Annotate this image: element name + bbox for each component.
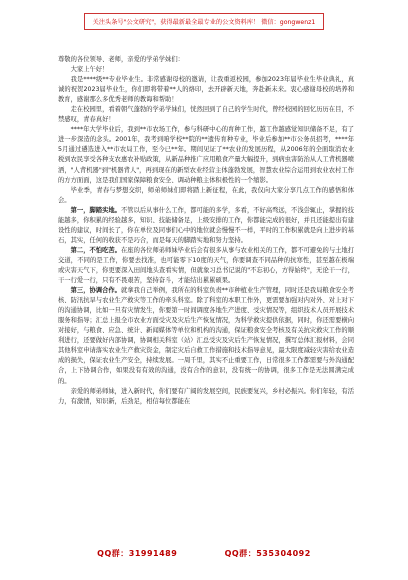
paragraph-3: ****年大学毕业后，我到**市农场工作，参与科研中心的育种工作，越工作越感觉知识储备不足，有了进一步深造的念头。2001年，我考到咱学校**院的**遗传育种专业，毕业后参加**市公务员招考，****年5月通过遴选进入**市农局工作，至今已**年。期间见证了**农业的发展历程，从2006年的全面取消农业税到农民享受各种支农惠农补贴政策，从新品种推广应用粮食产量大幅提升，到病虫害防治从人工背机器喷洒，"人背机器"到"机器背人"，再到现在的新型农业经营主体蓬勃发展，智慧农业综合运用到农业农村工作的方方面面，这是我们国家保障粮食安全、调动种粮主体积极性的一个缩影。 <box>58 126 354 184</box>
section-2 <box>58 246 354 286</box>
paragraph-1: 我是****级**专业毕业生。非常感谢母校的邀请，让我重返校园，参加2023年届毕业生毕业典礼，真诚的祝贺2023届毕业生，你们即将带着**人的烙印，去开辟新天地，奔赴新未来。衷心感谢母校的培养和教育，感谢那么多优秀老师的教诲和帮助！ <box>58 76 354 104</box>
section-2-text: 在座的各位师弟师妹毕业后会有很多从事与农业相关的工作，都不可避免的与土地打交道，不同的是工作，你要去找准，也可能零下10度的天气，你要调查不同品种的抗寒性，甚至越在极端或灾害天气下，你更要深入田间地头查看实情，但就象习总书记说的"不忘初心，方得始终"，无论干一行，干一行爱一行，只有不畏艰苦，坚持奋斗，才能结出累累硕果。 <box>58 246 355 285</box>
section-1-title: 第一，脚踏实地。 <box>70 206 121 214</box>
top-banner <box>0 0 408 42</box>
banner-text: 关注头条号"公文研究"，获得最新最全最专业的公文资料库！ 微信：gongwenz1 <box>84 13 325 30</box>
footer-qq-1: QQ群：31991489 <box>97 549 178 558</box>
section-3-text: 就拿我自己举例，我所在的科室负责**市种植业生产管理，同时还是我局粮食安全考核、防汛抗旱与农业生产救灾等工作的牵头科室。除了科室的本职工作外，更需要加强对内对外、对上对下的沟通协调，比如一旦有灾情发生，你要第一时间调度各地生产进度、受灾情况等，组织技术人员开展技术服务和指导；汇总上报全市农业方面受灾及灾后生产恢复情况，为科学救灾提供依据，同时，你还需要横向对接好，与粮食、应急、统计、新闻媒体等单位和机构的沟通，保证粮食安全考核及有关抗灾救灾工作的顺利进行，还要做好内部协调，协调相关科室（站）汇总受灾及灾后生产恢复情况，撰写总体汇报材料，会同其他科室申请落实农业生产救灾资金，制定灾后自救工作措施和技术指导意见，最大限度减轻灾害给农业造成的损失，保证农业生产安全，持续发展。一周千里，其实不止重要工作，日常很多工作都需要与外沟通配合，上下协调合作，如果没有有效的沟通，没有合作的意识，没有统一的协调，很多工作是无法圆满完成的。 <box>58 287 355 385</box>
salutation: 大家上午好！ <box>70 66 109 74</box>
section-2-title: 第二，不怕吃苦。 <box>70 246 121 254</box>
footer-qq-2: QQ群：535304092 <box>224 549 311 558</box>
section-3-title: 第三，协调合作。 <box>70 287 121 295</box>
section-3 <box>58 286 354 386</box>
closing-paragraph: 亲爱的师弟师妹，进入新时代，你们要有广阔的发展空间，民族要复兴，乡村必振兴。你们年轻，有活力，有激情，知识新，后劲足，相信每位都能在 <box>58 387 354 405</box>
section-1-text: 不管以后从事什么工作，都可能的多学，多看，不好高骛远，不浅尝辄止，掌握的技能越多，你积累的经验越多，知识、技能储备足，上级安排的工作，你都能完成的很好，并且还能提出有建设性的建议，时间长了，你在单位及同事们心中的地位就会慢慢不一样，平时的工作积累就是向上进步的基石，其实，任何的收获不是巧合，而是每天的脚踏实地和努力坚持。 <box>58 206 355 244</box>
greeting: 尊敬的各位领导、老师，亲爱的学弟学妹们： <box>58 56 184 63</box>
section-1 <box>58 206 354 246</box>
paragraph-4: 毕业季，青春与梦想交织，师弟师妹们即将踏上新征程，在此，我仅向大家分享几点工作的感悟和体会。 <box>58 186 354 204</box>
footer <box>0 548 408 564</box>
paragraph-2: 走在校园里，看着朝气蓬勃的学弟学妹们，恍然回到了自己的学生时代，曾经校园的回忆历历在目，不禁感叹，青春真好！ <box>58 106 354 124</box>
document-body <box>58 55 354 545</box>
